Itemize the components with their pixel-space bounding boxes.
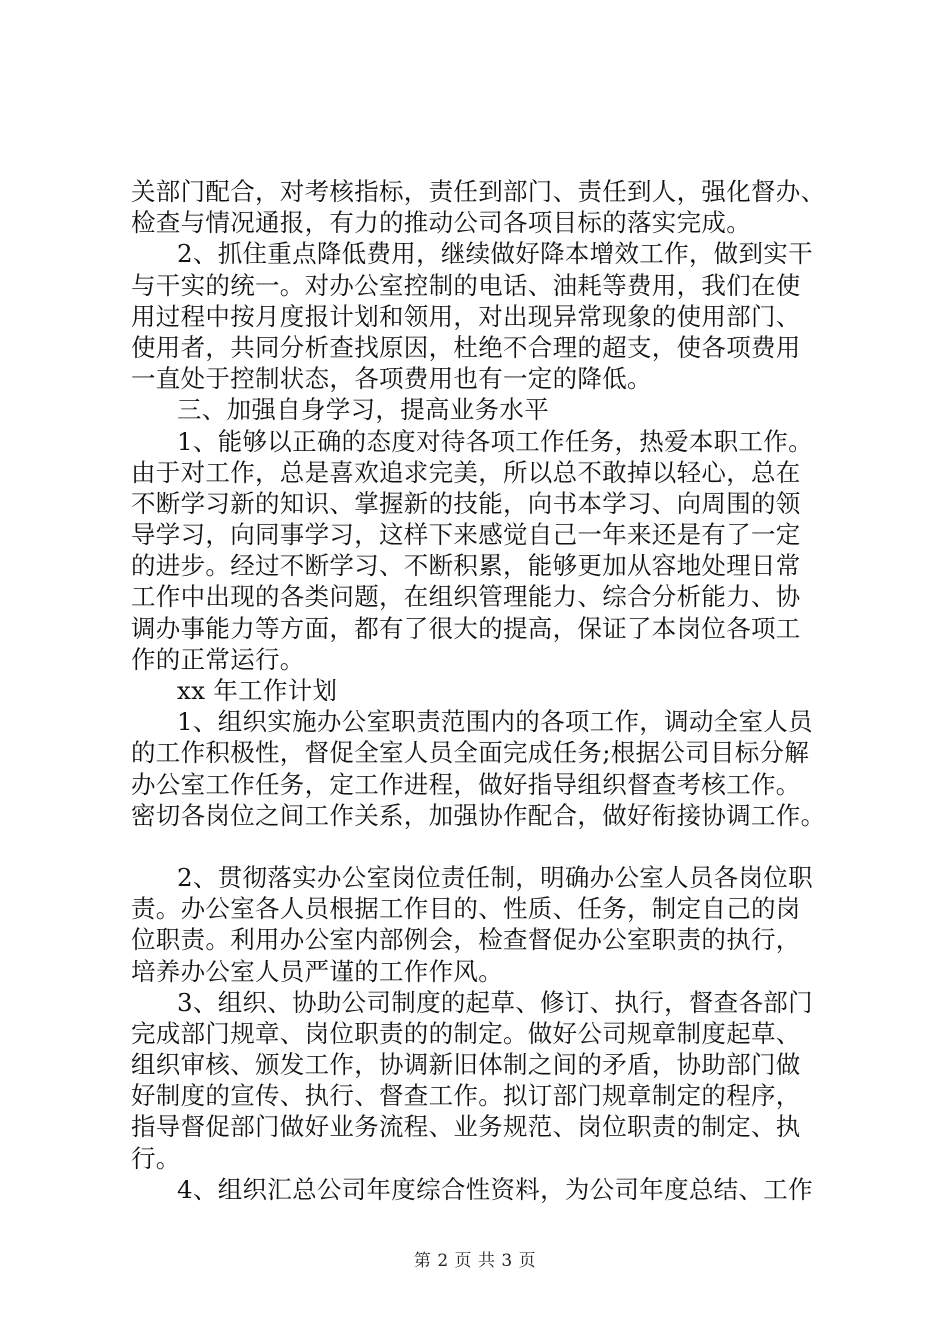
- text-line: 1、能够以正确的态度对待各项工作任务，热爱本职工作。: [177, 426, 813, 456]
- text-line: 4、组织汇总公司年度综合性资料，为公司年度总结、工作: [177, 1174, 813, 1204]
- text-line: 作的正常运行。: [131, 644, 305, 674]
- text-line: 调办事能力等方面，都有了很大的提高，保证了本岗位各项工: [131, 613, 801, 643]
- text-line: 检查与情况通报，有力的推动公司各项目标的落实完成。: [131, 208, 751, 238]
- text-line: xx 年工作计划: [177, 676, 338, 705]
- text-line: 3、组织、协助公司制度的起草、修订、执行，督查各部门: [177, 987, 813, 1017]
- text-line: 指导督促部门做好业务流程、业务规范、岗位职责的制定、执: [131, 1112, 801, 1142]
- text-line: 组织审核、颁发工作，协调新旧体制之间的矛盾，协助部门做: [131, 1050, 801, 1080]
- text-line: 关部门配合，对考核指标，责任到部门、责任到人，强化督办、: [131, 177, 826, 206]
- blank-line: [131, 831, 843, 862]
- text-line: 密切各岗位之间工作关系，加强协作配合，做好衔接协调工作。: [131, 800, 826, 830]
- text-line: 2、贯彻落实办公室岗位责任制，明确办公室人员各岗位职: [177, 862, 813, 892]
- text-line: 的进步。经过不断学习、不断积累，能够更加从容地处理日常: [131, 551, 801, 581]
- text-line: 工作中出现的各类问题，在组织管理能力、综合分析能力、协: [131, 582, 801, 612]
- text-line: 责。办公室各人员根据工作目的、性质、任务，制定自己的岗: [131, 894, 801, 924]
- text-line: 培养办公室人员严谨的工作作风。: [131, 956, 503, 986]
- text-line: 导学习，向同事学习，这样下来感觉自己一年来还是有了一定: [131, 520, 801, 550]
- page-footer: 第 2 页 共 3 页: [413, 1251, 537, 1271]
- text-line: 使用者，共同分析查找原因，杜绝不合理的超支，使各项费用: [131, 332, 801, 362]
- text-line: 不断学习新的知识、掌握新的技能，向书本学习、向周围的领: [131, 488, 801, 518]
- document-body: [131, 176, 843, 1205]
- text-line: 一直处于控制状态，各项费用也有一定的降低。: [131, 364, 652, 394]
- text-line: 行。: [131, 1143, 181, 1173]
- text-line: 由于对工作，总是喜欢追求完美，所以总不敢掉以轻心，总在: [131, 457, 801, 487]
- text-line: 三、加强自身学习，提高业务水平: [177, 395, 549, 425]
- text-line: 1、组织实施办公室职责范围内的各项工作，调动全室人员: [177, 707, 813, 737]
- text-line: 完成部门规章、岗位职责的的制定。做好公司规章制度起草、: [131, 1018, 801, 1048]
- text-line: 用过程中按月度报计划和领用，对出现异常现象的使用部门、: [131, 301, 801, 331]
- text-line: 2、抓住重点降低费用，继续做好降本增效工作，做到实干: [177, 239, 813, 269]
- text-line: 的工作积极性，督促全室人员全面完成任务;根据公司目标分解: [131, 738, 810, 768]
- text-line: 好制度的宣传、执行、督查工作。拟订部门规章制定的程序，: [131, 1081, 801, 1111]
- text-line: 与干实的统一。对办公室控制的电话、油耗等费用，我们在使: [131, 270, 801, 300]
- text-line: 位职责。利用办公室内部例会，检查督促办公室职责的执行，: [131, 925, 801, 955]
- text-line: 办公室工作任务，定工作进程，做好指导组织督查考核工作。: [131, 769, 801, 799]
